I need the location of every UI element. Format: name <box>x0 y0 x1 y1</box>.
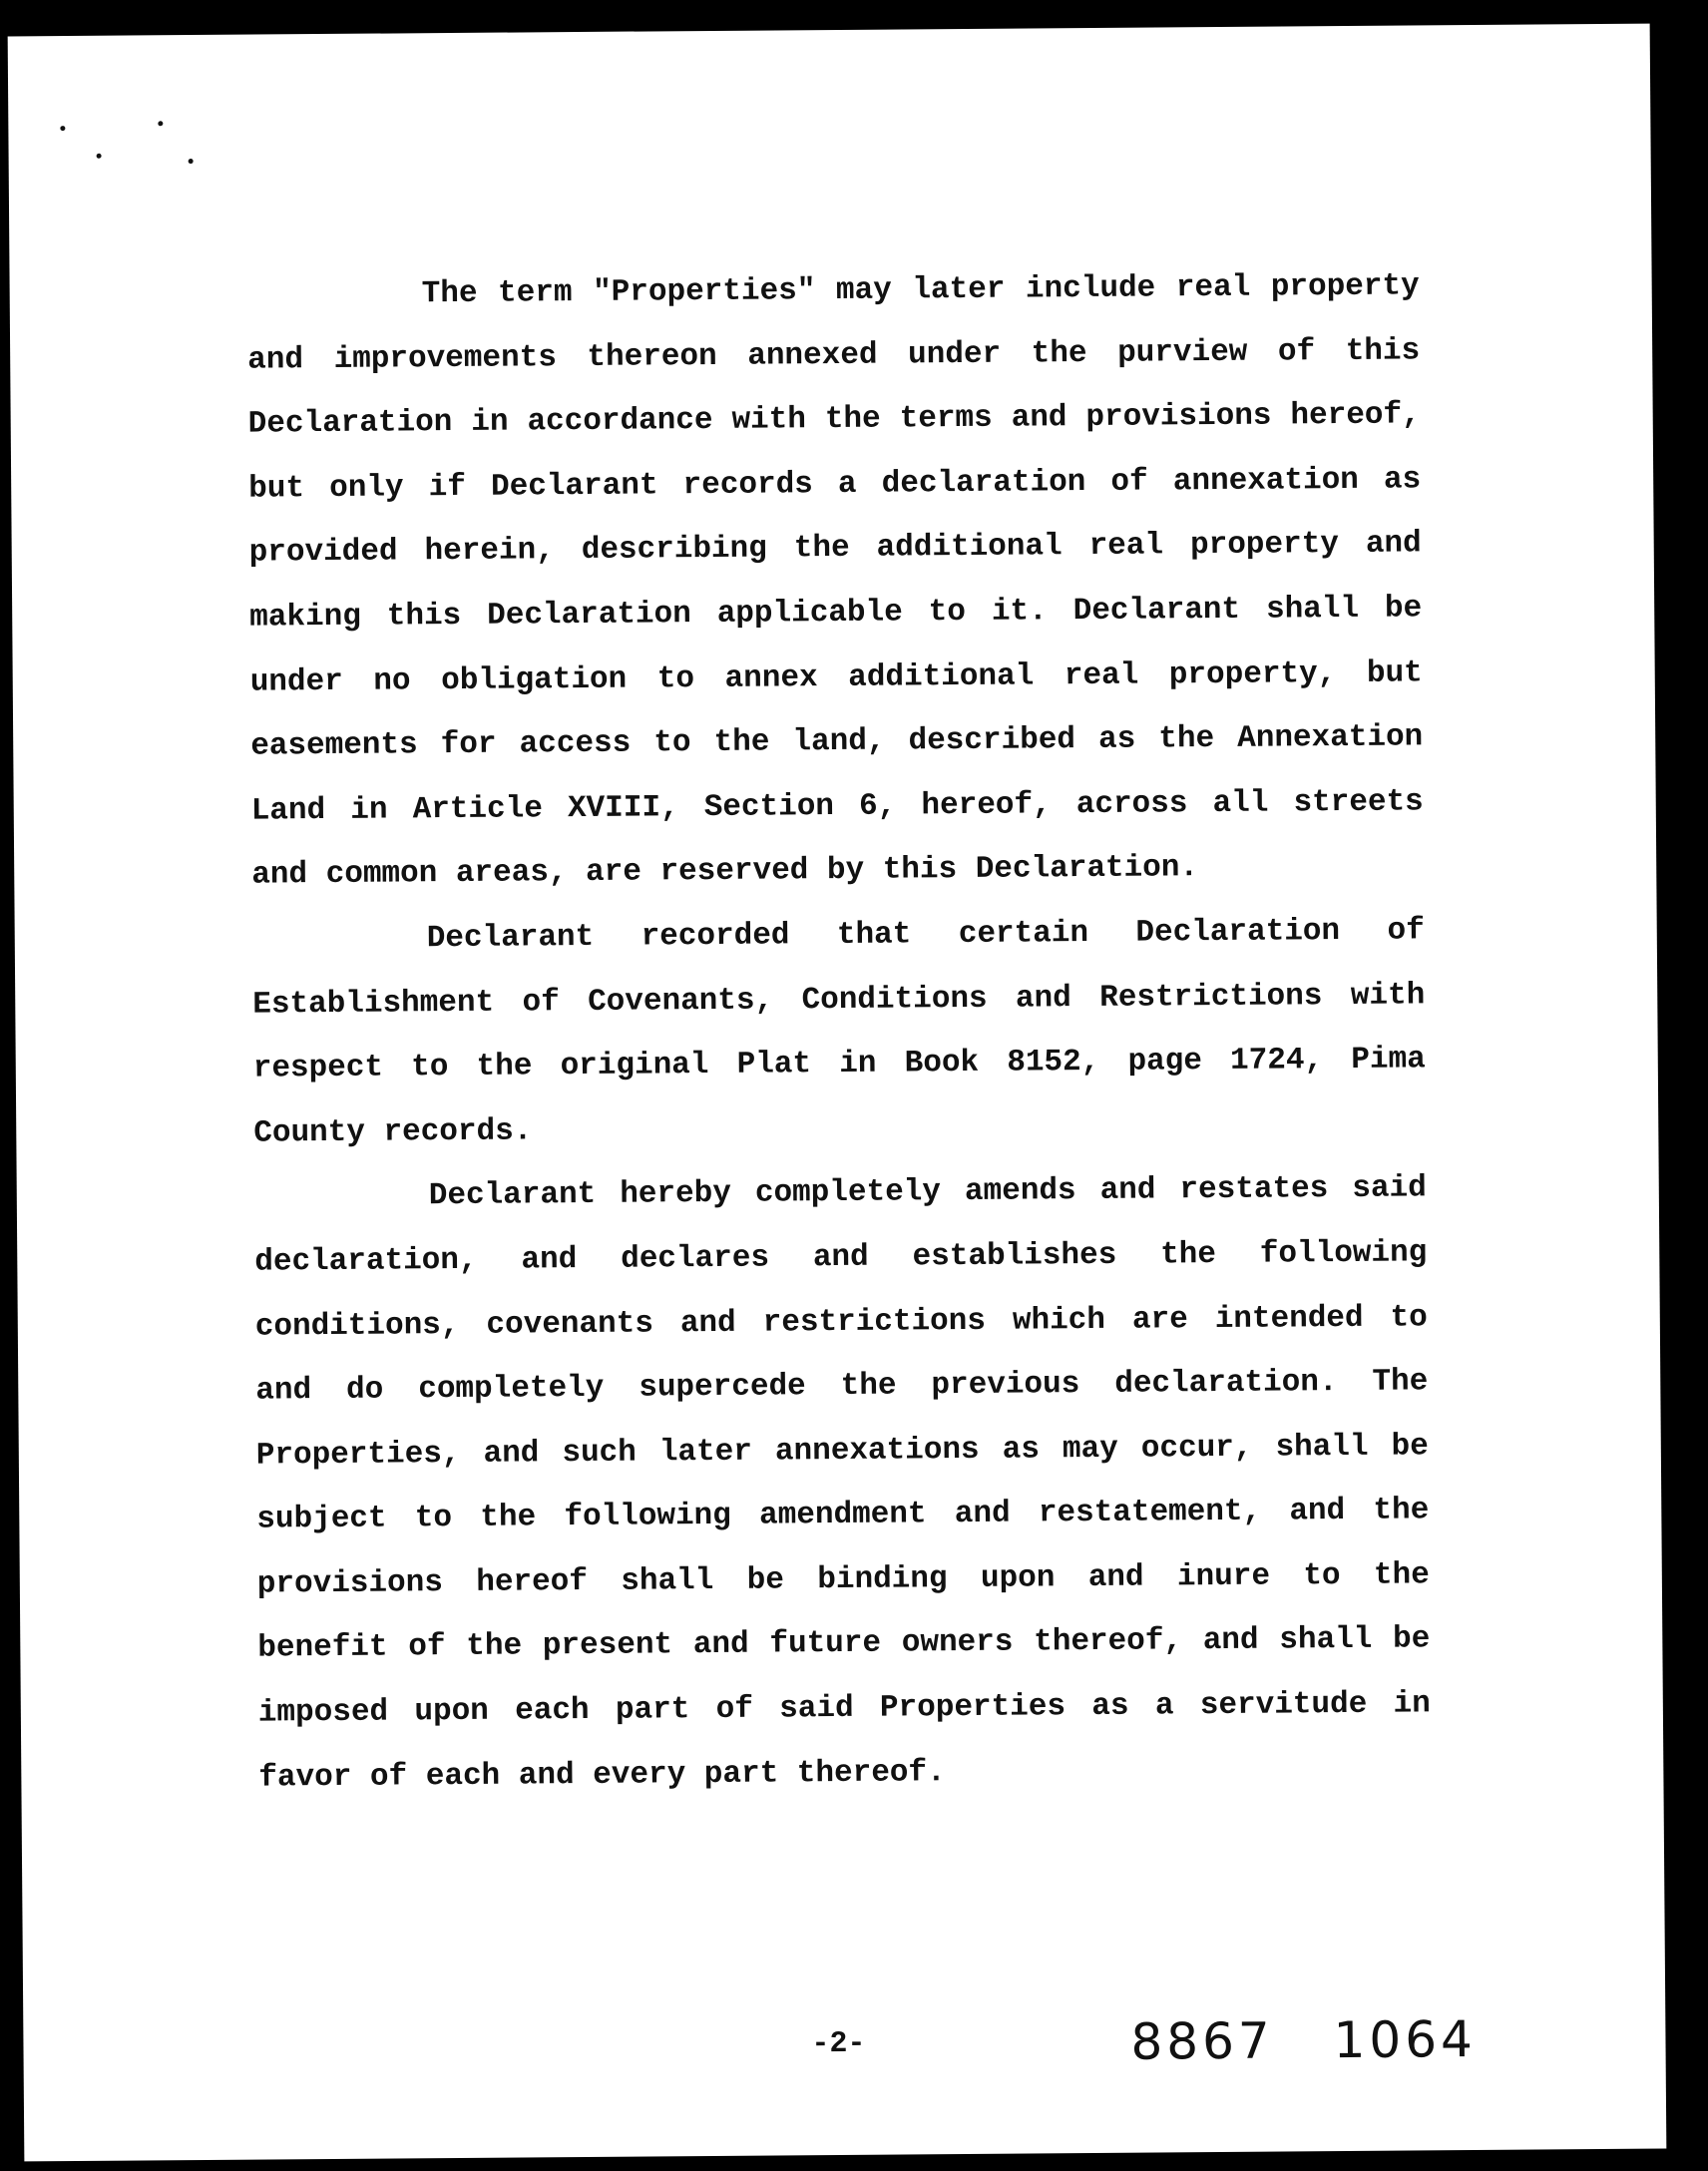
paragraph-properties-definition: The term "Properties" may later include real property and improvements thereon annexed under the purview of this Declaration in accordance with the terms and provisions hereof, but only if Declarant records a declaration of annexation as provided herein, describing the additional real property and making this Declaration applicable to it. Declarant shall be under no obligation to annex additional real property, but easements for access to the land, described as the Annexation Land in Article XVIII, Section 6, hereof, across all streets and common areas, are reserved by this Declaration. <box>247 268 1424 893</box>
document-page <box>8 24 1667 2162</box>
scan-speck <box>60 126 65 131</box>
document-body <box>246 254 1431 1810</box>
recording-reference: 8867 1064 <box>1130 2009 1478 2071</box>
scan-speck <box>158 121 163 126</box>
scan-speck <box>97 154 102 159</box>
page-number: -2- <box>811 2026 866 2062</box>
paragraph-amendment-restatement: Declarant hereby completely amends and restates said declaration, and declares and establishes the following conditions, covenants and restrictions which are intended to and do completely supercede the previous declaration. The Properties, and such later annexations as may occur, shall be subject to the following amendment and restatement, and the provisions hereof shall be binding upon and inure to the benefit of the present and future owners thereof, and shall be imposed upon each part of said Properties as a servitude in favor of each and every part thereof. <box>254 1170 1431 1796</box>
paragraph-prior-declaration: Declarant recorded that certain Declaration of Establishment of Covenants, Conditions and Restrictions with respect to the original Plat in Book 8152, page 1724, Pima County records. <box>252 913 1426 1151</box>
scan-speck <box>189 159 194 164</box>
